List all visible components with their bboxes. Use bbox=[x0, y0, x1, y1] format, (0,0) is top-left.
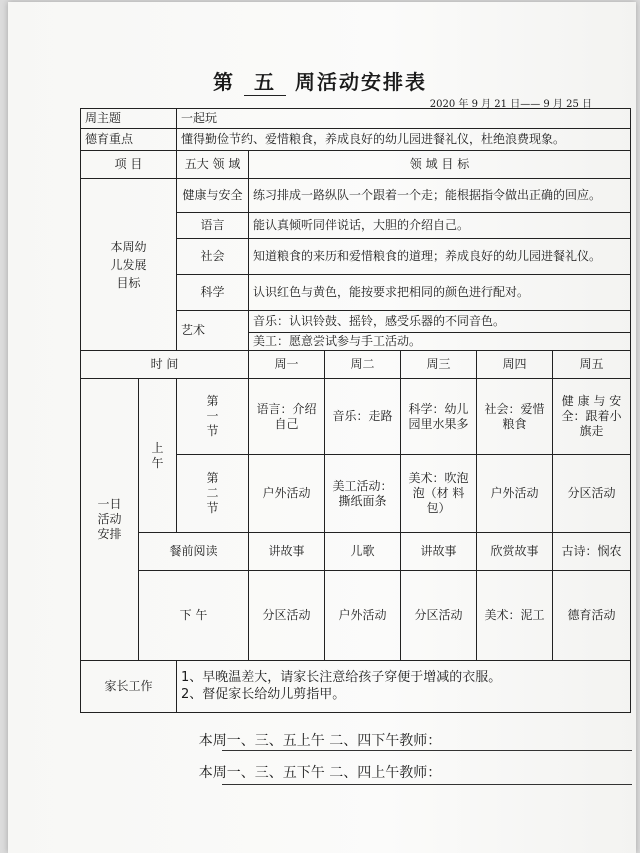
period2-label-text: 第二节 bbox=[206, 471, 219, 515]
activity-cell: 音乐：走路 bbox=[325, 379, 401, 455]
activity-cell: 欣赏故事 bbox=[477, 533, 553, 571]
parents-content bbox=[177, 661, 631, 713]
teacher-line-1: 本周一、三、五上午 二、四下午教师： bbox=[198, 733, 442, 749]
goal-text: 练习排成一路纵队一个跟着一个走；能根据指令做出正确的回应。 bbox=[249, 179, 631, 213]
reading-label: 餐前阅读 bbox=[139, 533, 249, 571]
header-domains: 五大 领 域 bbox=[177, 151, 249, 179]
parents-label: 家长工作 bbox=[81, 661, 177, 713]
goal-text: 认识红色与黄色，能按要求把相同的颜色进行配对。 bbox=[249, 275, 631, 311]
header-item: 项 目 bbox=[81, 151, 177, 179]
goals-label bbox=[81, 179, 177, 351]
parents-item: 1、早晚温差大，请家长注意给孩子穿便于增减的衣服。 bbox=[181, 670, 502, 686]
activity-cell: 美术：吹泡泡（材 料 包） bbox=[401, 455, 477, 533]
art-craft: 美工：愿意尝试参与手工活动。 bbox=[249, 333, 631, 351]
activity-cell: 户外活动 bbox=[325, 571, 401, 661]
period1-label bbox=[177, 379, 249, 455]
activity-cell: 社会：爱惜粮食 bbox=[477, 379, 553, 455]
title-prefix: 第 bbox=[213, 70, 236, 94]
page-title bbox=[0, 66, 640, 96]
time-label: 时 间 bbox=[81, 351, 249, 379]
teacher-line-2-rule bbox=[222, 784, 632, 785]
activity-cell: 科学：幼儿园里水果多 bbox=[401, 379, 477, 455]
morning-label-text: 上午 bbox=[151, 440, 164, 470]
activity-cell: 语言：介绍自己 bbox=[249, 379, 325, 455]
daily-label-text: 一日活动安排 bbox=[97, 497, 122, 541]
moral-label: 德育重点 bbox=[81, 129, 177, 151]
daily-label bbox=[81, 379, 139, 661]
goal-domain-art: 艺术 bbox=[177, 311, 249, 351]
goal-text: 能认真倾听同伴说话，大胆的介绍自己。 bbox=[249, 213, 631, 239]
title-suffix: 周活动安排表 bbox=[294, 70, 427, 94]
goals-label-text: 本周幼儿发展目标 bbox=[110, 239, 147, 290]
day-header: 周二 bbox=[325, 351, 401, 379]
title-week-number: 五 bbox=[244, 66, 286, 96]
moral-value: 懂得勤俭节约、爱惜粮食，养成良好的幼儿园进餐礼仪，杜绝浪费现象。 bbox=[177, 129, 631, 151]
day-header: 周三 bbox=[401, 351, 477, 379]
goal-domain: 社会 bbox=[177, 239, 249, 275]
date-range: 2020 年 9 月 21 日—— 9 月 25 日 bbox=[429, 99, 592, 110]
schedule-table bbox=[80, 108, 631, 713]
goal-text: 知道粮食的来历和爱惜粮食的道理；养成良好的幼儿园进餐礼仪。 bbox=[249, 239, 631, 275]
activity-cell: 讲故事 bbox=[401, 533, 477, 571]
parents-item: 2、督促家长给幼儿剪指甲。 bbox=[181, 686, 346, 702]
afternoon-label: 下 午 bbox=[139, 571, 249, 661]
activity-cell: 户外活动 bbox=[477, 455, 553, 533]
activity-cell: 美术：泥工 bbox=[477, 571, 553, 661]
activity-cell: 分区活动 bbox=[401, 571, 477, 661]
teacher-line-1-rule bbox=[222, 750, 632, 751]
theme-value: 一起玩 bbox=[177, 109, 631, 129]
teacher-line-2: 本周一、三、五下午 二、四上午教师： bbox=[198, 765, 442, 781]
day-header: 周四 bbox=[477, 351, 553, 379]
activity-cell: 古诗：悯农 bbox=[553, 533, 631, 571]
activity-cell: 健 康 与 安 全：跟着小旗走 bbox=[553, 379, 631, 455]
activity-cell: 分区活动 bbox=[249, 571, 325, 661]
day-header: 周一 bbox=[249, 351, 325, 379]
day-header: 周五 bbox=[553, 351, 631, 379]
activity-cell: 德育活动 bbox=[553, 571, 631, 661]
activity-cell: 儿歌 bbox=[325, 533, 401, 571]
activity-cell: 分区活动 bbox=[553, 455, 631, 533]
activity-cell: 户外活动 bbox=[249, 455, 325, 533]
activity-cell: 讲故事 bbox=[249, 533, 325, 571]
art-music: 音乐：认识铃鼓、摇铃，感受乐器的不同音色。 bbox=[249, 311, 631, 333]
period2-label bbox=[177, 455, 249, 533]
period1-label-text: 第一节 bbox=[206, 394, 219, 438]
goal-domain: 科学 bbox=[177, 275, 249, 311]
theme-label: 周主题 bbox=[81, 109, 177, 129]
morning-label bbox=[139, 379, 177, 533]
header-goal: 领 域 目 标 bbox=[249, 151, 631, 179]
goal-domain: 语言 bbox=[177, 213, 249, 239]
goal-domain: 健康与安全 bbox=[177, 179, 249, 213]
activity-cell: 美工活动：撕纸面条 bbox=[325, 455, 401, 533]
